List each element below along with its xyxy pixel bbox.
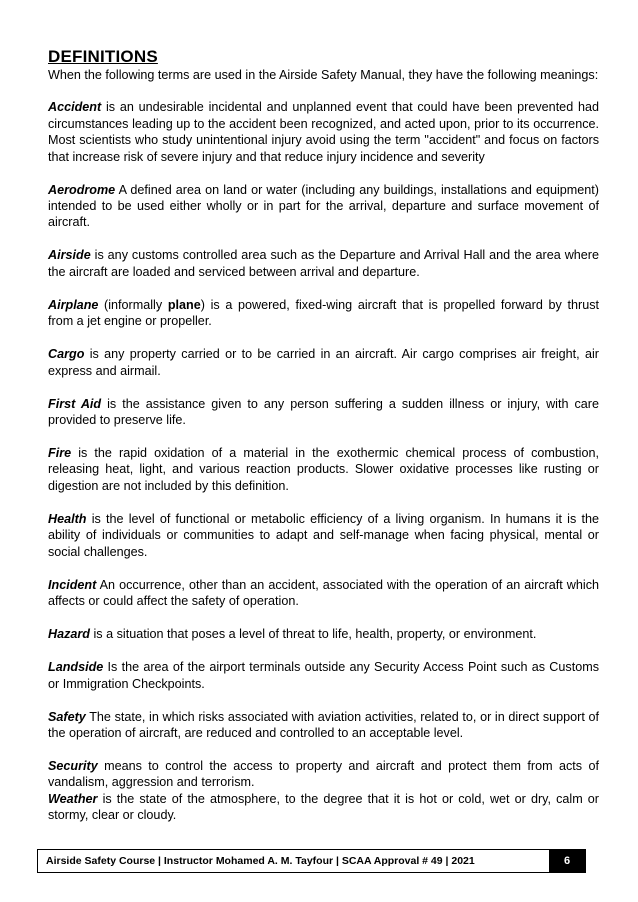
definition-text: is the assistance given to any person suffering a sudden illness or injury, with care provided to preserve life. bbox=[48, 396, 599, 428]
term-label: Weather bbox=[48, 791, 98, 806]
term-label: Aerodrome bbox=[48, 182, 116, 197]
definition-text: is the rapid oxidation of a material in the exothermic chemical process of combustion, releasing heat, light, and various reaction products. Slower oxidative processes like rusting or digestion are not included by this definition. bbox=[48, 446, 599, 493]
page-footer bbox=[37, 849, 586, 873]
definition-airside bbox=[48, 247, 599, 280]
term-label: Accident bbox=[48, 100, 102, 115]
definition-security bbox=[48, 758, 599, 791]
intro-paragraph: When the following terms are used in the Airside Safety Manual, they have the following meanings: bbox=[48, 68, 599, 82]
definition-health bbox=[48, 511, 599, 560]
definition-cargo bbox=[48, 346, 599, 379]
definition-incident bbox=[48, 577, 599, 610]
definition-weather bbox=[48, 791, 599, 824]
term-label: Safety bbox=[48, 709, 86, 724]
definition-text: A defined area on land or water (including any buildings, installations and equipment) intended to be used either wholly or in part for the arrival, departure and surface movement of aircraft. bbox=[48, 182, 599, 230]
definition-text: is the level of functional or metabolic efficiency of a living organism. In humans it is the ability of individuals or communities to adapt and self-manage when facing physical, mental or social challenges. bbox=[48, 511, 599, 559]
definition-text: ) is a powered, fixed-wing aircraft that is propelled forward by thrust from a jet engine or propeller. bbox=[48, 297, 600, 329]
term-label: Airside bbox=[48, 248, 91, 263]
term-label: Health bbox=[48, 511, 87, 526]
definition-text: An occurrence, other than an accident, associated with the operation of an aircraft which affects or could affect the safety of operation. bbox=[48, 577, 599, 609]
definition-text: Is the area of the airport terminals outside any Security Access Point such as Customs or Immigration Checkpoints. bbox=[48, 660, 599, 691]
definition-fire bbox=[48, 445, 599, 494]
definition-airplane bbox=[48, 297, 599, 330]
definition-text: is a situation that poses a level of threat to life, health, property, or environment. bbox=[90, 627, 537, 642]
term-label: First Aid bbox=[48, 396, 102, 411]
definition-text: is any customs controlled area such as the Departure and Arrival Hall and the area where the aircraft are loaded and serviced between arrival and departure. bbox=[48, 248, 599, 279]
definition-text: means to control the access to property and aircraft and protect them from acts of vandalism, aggression and terrorism. bbox=[48, 758, 599, 790]
term-label: Fire bbox=[48, 446, 72, 461]
definition-text: is any property carried or to be carried in an aircraft. Air cargo comprises air freight, air express and airmail. bbox=[48, 347, 599, 378]
definition-text: The state, in which risks associated with aviation activities, related to, or in direct support of the operation of aircraft, are reduced and controlled to an acceptable level. bbox=[48, 709, 599, 740]
page-number: 6 bbox=[549, 850, 585, 872]
definition-accident bbox=[48, 99, 599, 165]
footer-text: Airside Safety Course | Instructor Mohamed A. M. Tayfour | SCAA Approval # 49 | 2021 bbox=[46, 855, 475, 867]
document-body bbox=[48, 47, 599, 840]
term-label: Hazard bbox=[48, 627, 90, 642]
term-label: Airplane bbox=[48, 297, 99, 312]
definition-landside bbox=[48, 659, 599, 692]
definition-safety bbox=[48, 709, 599, 742]
term-label: Security bbox=[48, 758, 98, 773]
definition-text: is an undesirable incidental and unplanned event that could have been prevented had circumstances leading up to the accident been recognized, and acted upon, prior to its occurrence. Most scientists who study unintentional injury avoid using the term "accident" and focus on factors that increase risk of severe injury and that reduce injury incidence and severity bbox=[48, 100, 599, 164]
definition-text-prefix: (informally bbox=[98, 297, 168, 312]
definition-text: is the state of the atmosphere, to the degree that it is hot or cold, wet or dry, calm or stormy, clear or cloudy. bbox=[48, 791, 599, 823]
definition-hazard bbox=[48, 626, 599, 642]
emphasized-word: plane bbox=[167, 297, 201, 312]
term-label: Cargo bbox=[48, 347, 85, 362]
definition-aerodrome bbox=[48, 182, 599, 231]
definition-first-aid bbox=[48, 396, 599, 429]
term-label: Landside bbox=[48, 660, 104, 675]
page-title: DEFINITIONS bbox=[48, 47, 158, 66]
term-label: Incident bbox=[48, 577, 97, 592]
